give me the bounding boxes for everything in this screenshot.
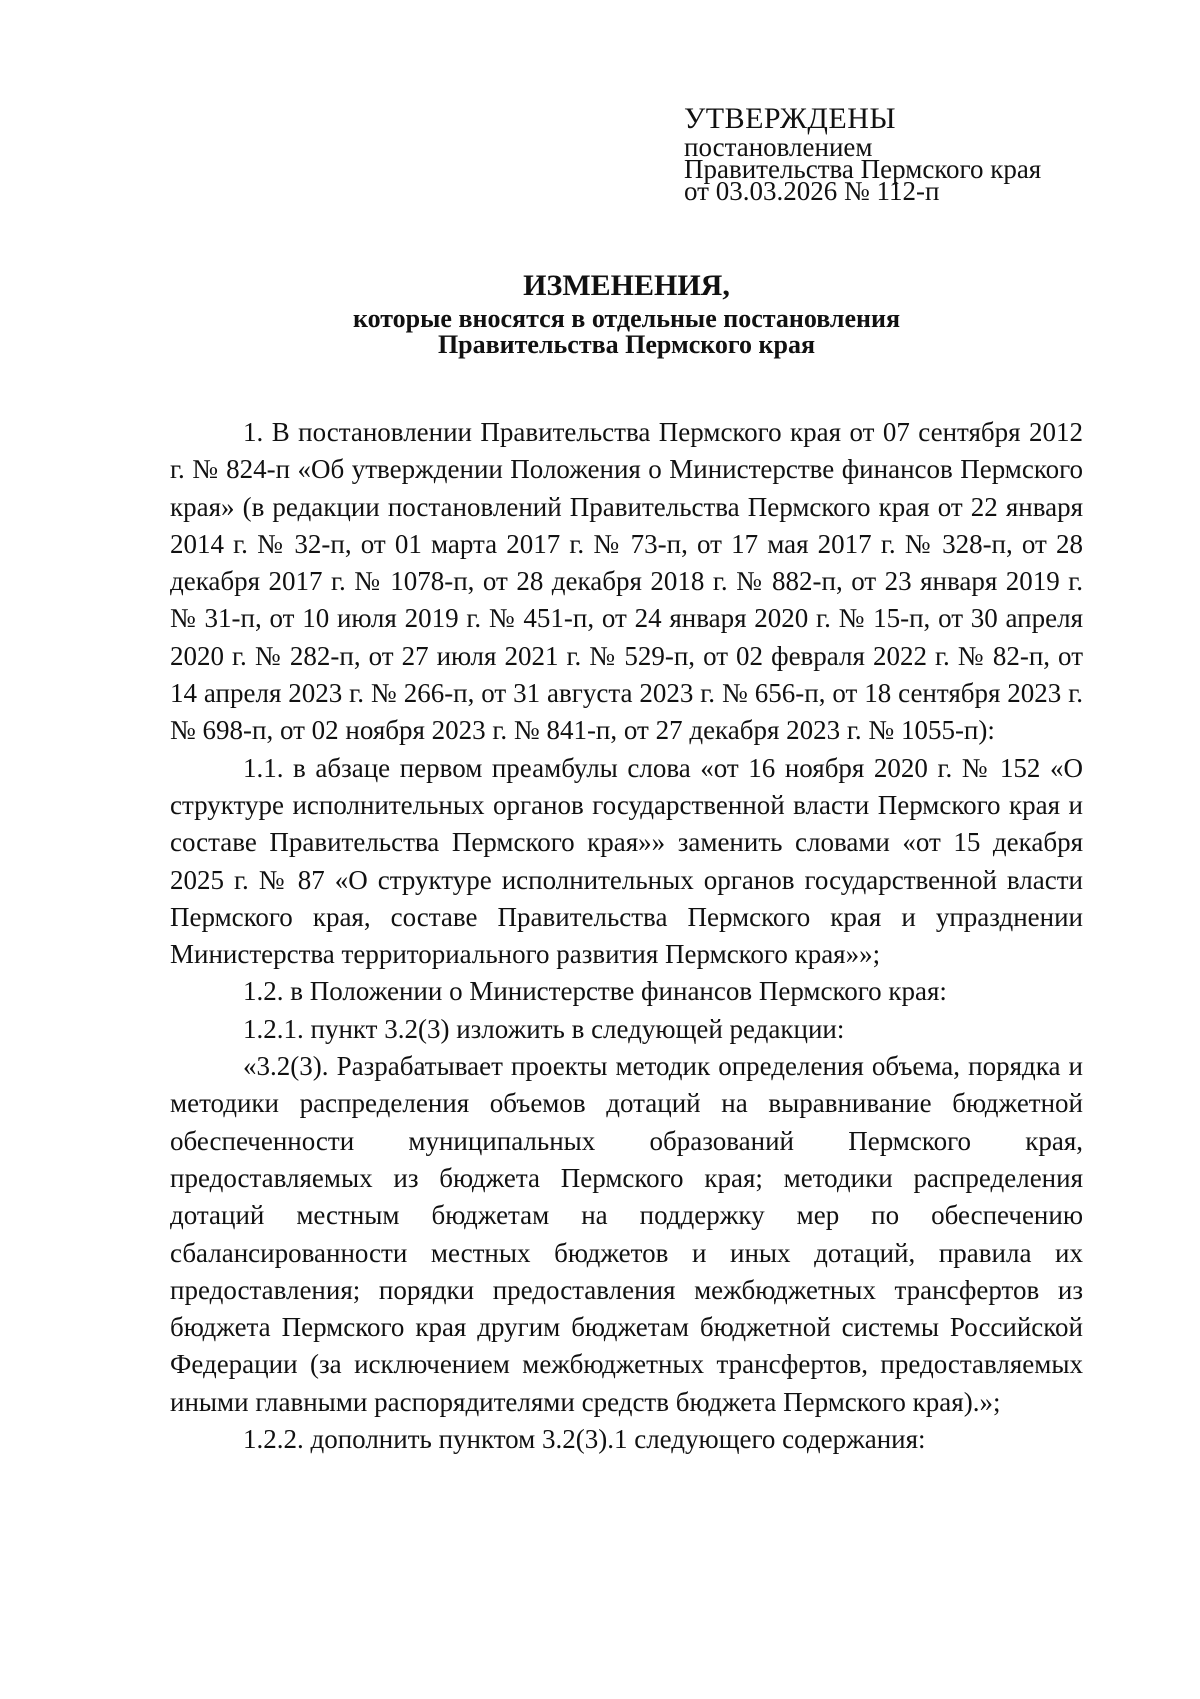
paragraph-1-2: 1.2. в Положении о Министерстве финансов Пермского края: (243, 976, 947, 1007)
paragraph-1-1: 1.1. в абзаце первом преамбулы слова «от 16 ноября 2020 г. № 152 «О структуре исполнительных органов государственной власти Пермского края и составе Правительства Пермского края»» заменить словами «от 15 декабря 2025 г. № 87 «О структуре исполнительных органов государственной власти Пермского края, составе Правительства Пермского края и упразднении Министерства территориального развития Пермского края»»; (170, 752, 1083, 970)
approval-line-2: Правительства Пермского края (684, 154, 1042, 184)
subtitle-line-2: Правительства Пермского края (437, 330, 816, 359)
document-body (170, 414, 1083, 1458)
subtitle-line-1: которые вносятся в отдельные постановления (352, 304, 901, 333)
approval-title: УТВЕРЖДЕНЫ (684, 102, 897, 135)
document-subtitle (170, 306, 1083, 358)
paragraph-1: 1. В постановлении Правительства Пермского края от 07 сентября 2012 г. № 824-п «Об утверждении Положения о Министерстве финансов Пермского края» (в редакции постановлений Правительства Пермского края от 22 января 2014 г. № 32-п, от 01 марта 2017 г. № 73-п, от 17 мая 2017 г. № 328-п, от 28 декабря 2017 г. № 1078-п, от 28 декабря 2018 г. № 882-п, от 23 января 2019 г. № 31-п, от 10 июля 2019 г. № 451-п, от 24 января 2020 г. № 15-п, от 30 апреля 2020 г. № 282-п, от 27 июля 2021 г. № 529-п, от 02 февраля 2022 г. № 82-п, от 14 апреля 2023 г. № 266-п, от 31 августа 2023 г. № 656-п, от 18 сентября 2023 г. № 698-п, от 02 ноября 2023 г. № 841-п, от 27 декабря 2023 г. № 1055-п): (170, 417, 1083, 746)
document-title: ИЗМЕНЕНИЯ, (523, 269, 730, 302)
paragraph-1-2-2: 1.2.2. дополнить пунктом 3.2(3).1 следующего содержания: (243, 1424, 926, 1455)
approval-line-3: от 03.03.2026 № 112-п (684, 176, 940, 206)
approval-stamp (684, 102, 1144, 206)
paragraph-1-2-1: 1.2.1. пункт 3.2(3) изложить в следующей редакции: (243, 1013, 845, 1044)
approval-line-1: постановлением (684, 132, 873, 162)
paragraph-quoted-3-2-3: «3.2(3). Разрабатывает проекты методик определения объема, порядка и методики распределения объемов дотаций на выравнивание бюджетной обеспеченности муниципальных образований Пермского края, предоставляемых из бюджета Пермского края; методики распределения дотаций местным бюджетам на поддержку мер по обеспечению сбалансированности местных бюджетов и иных дотаций, правила их предоставления; порядки предоставления межбюджетных трансфертов из бюджета Пермского края другим бюджетам бюджетной системы Российской Федерации (за исключением межбюджетных трансфертов, предоставляемых иными главными распорядителями средств бюджета Пермского края).»; (170, 1051, 1083, 1417)
